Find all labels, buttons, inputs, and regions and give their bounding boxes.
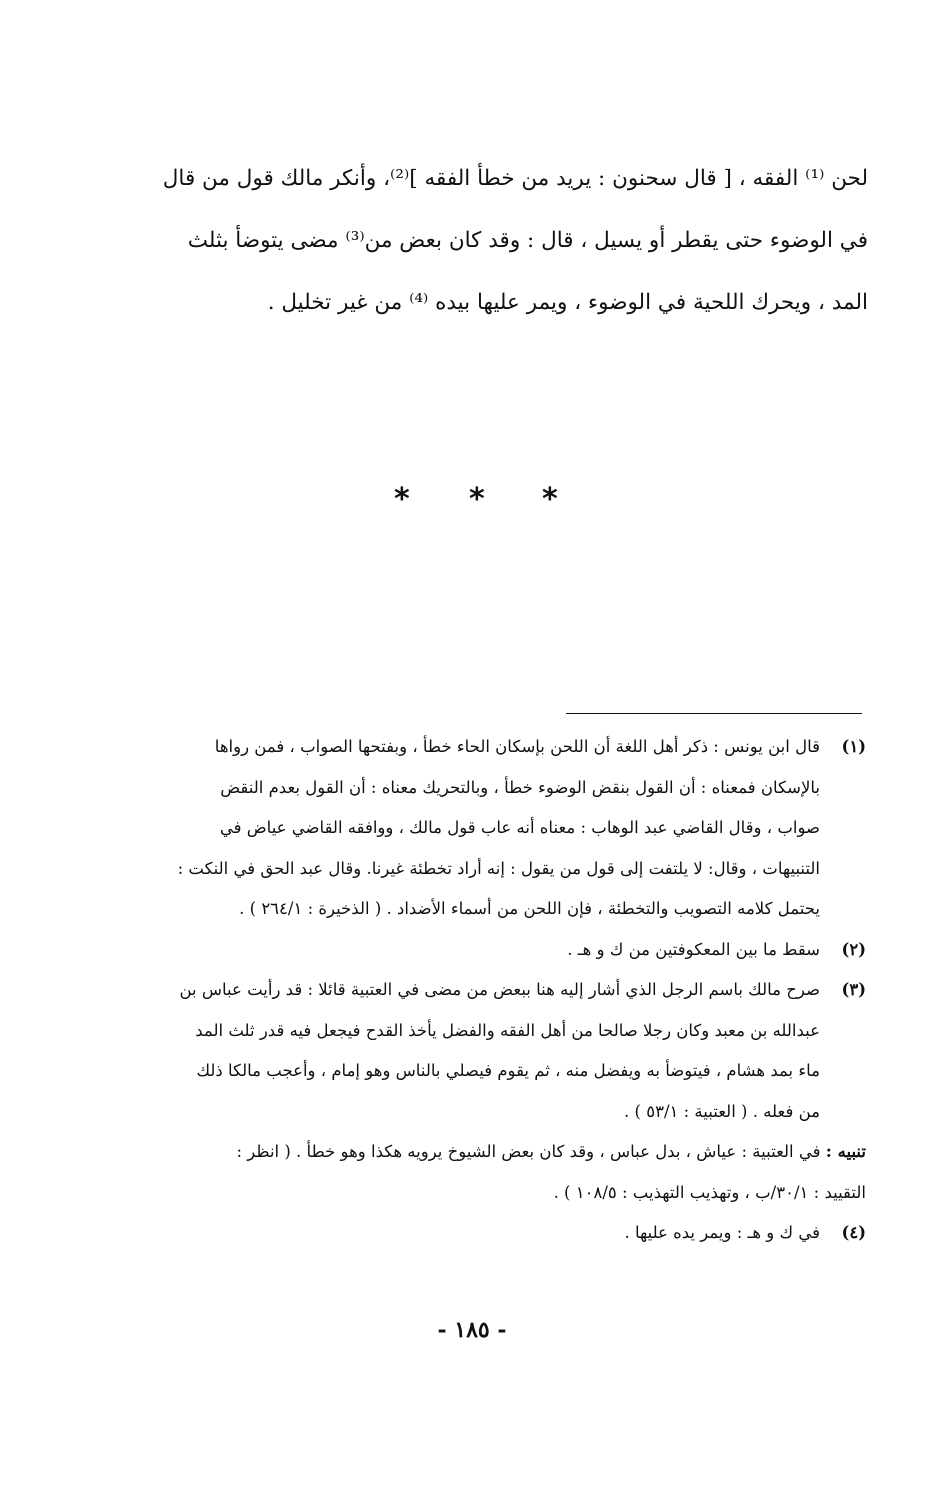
note-line: التقييد : ٣٠/١/ب ، وتهذيب التهذيب : ١٠٨/٥ ) . [553, 1182, 866, 1202]
body-line: لحن ⁽¹⁾ الفقه ، [ قال سحنون : يريد من خطأ الفقه ]⁽²⁾، وأنكر مالك قول من قال [162, 166, 868, 191]
body-line: المد ، ويحرك اللحية في الوضوء ، ويمر عليها بيده ⁽⁴⁾ من غير تخليل . [267, 290, 868, 315]
section-separator [0, 482, 944, 517]
footnote-number: (٤) [841, 1223, 866, 1242]
footnote-number: (٣) [841, 980, 866, 999]
footnote-line: ماء بمد هشام ، فيتوضأ به ويفضل منه ، ثم يقوم فيصلي بالناس وهو إمام ، وأعجب مالكا ذلك [196, 1061, 820, 1080]
note-line [76, 1132, 866, 1173]
footnote-number: (٢) [841, 939, 866, 959]
footnote-line: يحتمل كلامه التصويب والتخطئة ، فإن اللحن من أسماء الأضداد . ( الذخيرة : ٢٦٤/١ ) . [239, 899, 820, 918]
footnote-1 [76, 727, 866, 930]
footnote-rule [566, 713, 862, 714]
note-label: تنبيه : [825, 1142, 866, 1161]
footnote-line: التنبيهات ، وقال: لا يلتفت إلى قول من يقول : إنه أراد تخطئة غيرنا. وقال عبد الحق في النكت : [177, 858, 820, 878]
footnote-3 [76, 970, 866, 1132]
footnote-line: من فعله . ( العتبية : ٥٣/١ ) . [624, 1101, 820, 1121]
footnotes [76, 727, 866, 1254]
body-line: في الوضوء حتى يقطر أو يسيل ، قال : وقد كان بعض من⁽³⁾ مضى يتوضأ بثلث [187, 228, 868, 253]
footnote-4 [76, 1213, 866, 1254]
footnote-3-note [76, 1132, 866, 1213]
footnote-line: بالإسكان فمعناه : أن القول بنقض الوضوء خطأ ، وبالتحريك معناه : أن القول بعدم النقض [220, 777, 820, 797]
separator-star: * [469, 482, 485, 517]
footnote-line: سقط ما بين المعكوفتين من ك و هـ . [567, 939, 820, 959]
page-number: - ١٨٥ - [437, 1317, 507, 1343]
footnote-number: (١) [841, 737, 866, 756]
note-text: في العتبية : عياش ، بدل عباس ، وقد كان بعض الشيوخ يرويه هكذا وهو خطأ . ( انظر : [236, 1142, 821, 1161]
footnote-line: صواب ، وقال القاضي عبد الوهاب : معناه أنه عاب قول مالك ، ووافقه القاضي عياض في [219, 818, 820, 837]
separator-star: * [394, 482, 410, 517]
footnote-2 [76, 930, 866, 971]
footnote-line: في ك و هـ : ويمر يده عليها . [624, 1223, 820, 1242]
separator-star: * [542, 482, 558, 517]
footnote-line: قال ابن يونس : ذكر أهل اللغة أن اللحن بإسكان الحاء خطأ ، وبفتحها الصواب ، فمن رواها [214, 737, 820, 756]
footnote-line: عبدالله بن معبد وكان رجلا صالحا من أهل الفقه والفضل يأخذ القدح فيجعل فيه قدر ثلث المد [195, 1020, 820, 1040]
footnote-line: صرح مالك باسم الرجل الذي أشار إليه هنا ببعض من مضى في العتبية قائلا : قد رأيت عباس بن [179, 980, 820, 999]
main-body-text [88, 148, 868, 334]
